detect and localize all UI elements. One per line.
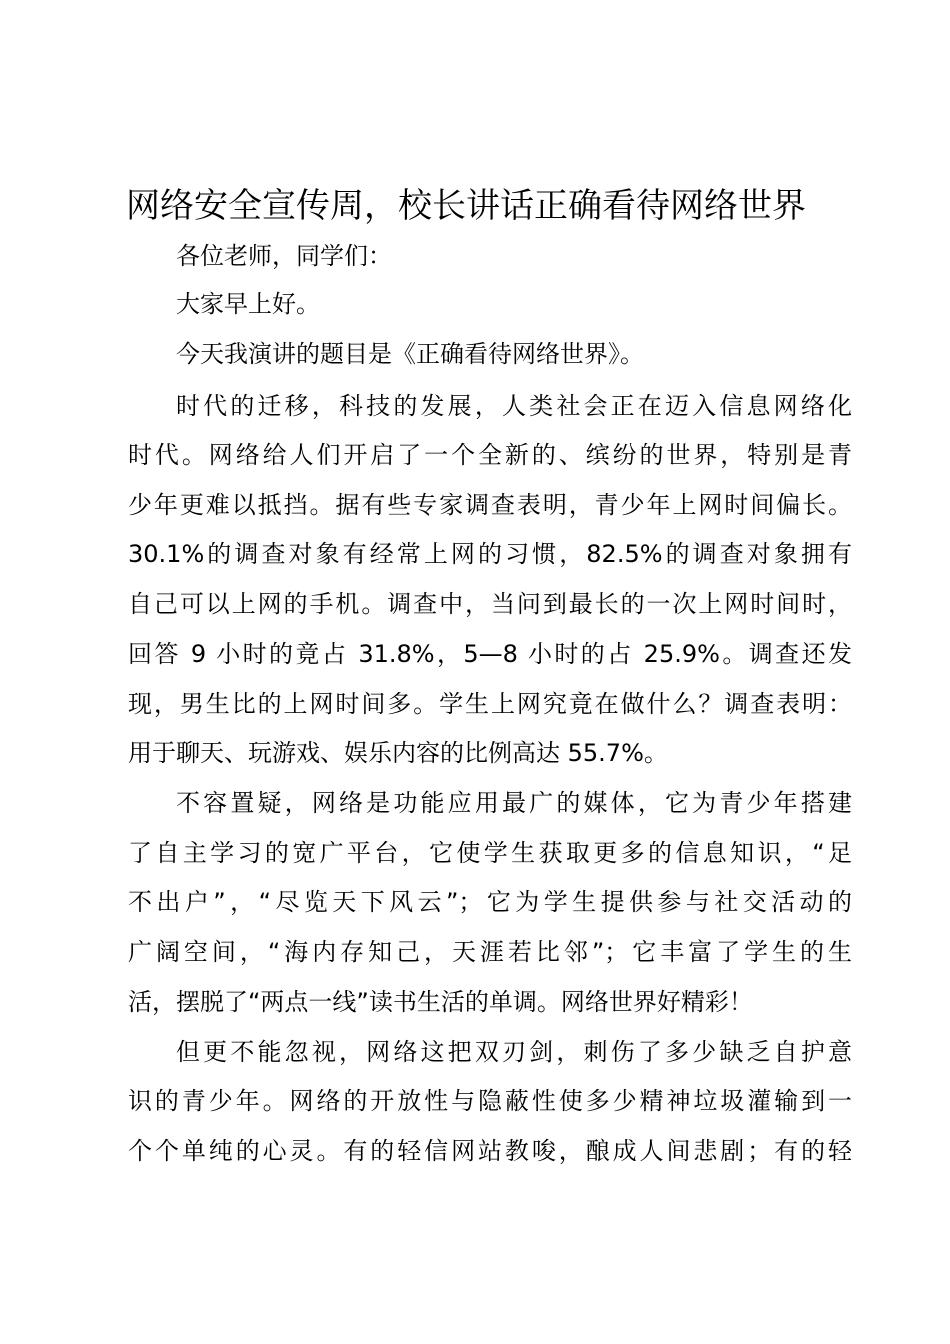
paragraph-2-line-4: 广阔空间，“海内存知己，天涯若比邻”；它丰富了学生的生: [128, 938, 852, 966]
paragraph-2-line-5: 活，摆脱了“两点一线”读书生活的单调。网络世界好精彩！: [128, 988, 753, 1016]
topic-line: 今天我演讲的题目是《正确看待网络世界》。: [176, 340, 644, 368]
paragraph-3-line-1: 但更不能忽视，网络这把双刃剑，刺伤了多少缺乏自护意: [176, 1038, 852, 1066]
paragraph-2-line-3: 不出户”，“尽览天下风云”；它为学生提供参与社交活动的: [128, 888, 852, 916]
paragraph-1-line-5: 自己可以上网的手机。调查中，当问到最长的一次上网时间时，: [128, 590, 852, 618]
paragraph-1-line-1: 时代的迁移，科技的发展，人类社会正在迈入信息网络化: [176, 392, 852, 420]
paragraph-2-line-1: 不容置疑，网络是功能应用最广的媒体，它为青少年搭建: [176, 789, 852, 817]
paragraph-1-line-2: 时代。网络给人们开启了一个全新的、缤纷的世界，特别是青: [128, 441, 852, 469]
opening-line: 大家早上好。: [176, 290, 320, 318]
paragraph-1-line-3: 少年更难以抵挡。据有些专家调查表明，青少年上网时间偏长。: [128, 491, 852, 519]
greeting-line: 各位老师，同学们：: [176, 242, 392, 270]
paragraph-1-line-8: 用于聊天、玩游戏、娱乐内容的比例高达 55.7%。: [128, 739, 668, 767]
paragraph-1-line-4: 30.1%的调查对象有经常上网的习惯，82.5%的调查对象拥有: [128, 540, 852, 568]
paragraph-1-line-7: 现，男生比的上网时间多。学生上网究竟在做什么？调查表明：: [128, 690, 852, 718]
document-title: 网络安全宣传周，校长讲话正确看待网络世界: [126, 186, 806, 226]
paragraph-3-line-2: 识的青少年。网络的开放性与隐蔽性使多少精神垃圾灌输到一: [128, 1087, 852, 1115]
paragraph-1-line-6: 回答 9 小时的竟占 31.8%，5—8 小时的占 25.9%。调查还发: [128, 640, 852, 668]
paragraph-3-line-3: 个个单纯的心灵。有的轻信网站教唆，酿成人间悲剧；有的轻: [128, 1137, 852, 1165]
paragraph-2-line-2: 了自主学习的宽广平台，它使学生获取更多的信息知识，“足: [128, 839, 852, 867]
